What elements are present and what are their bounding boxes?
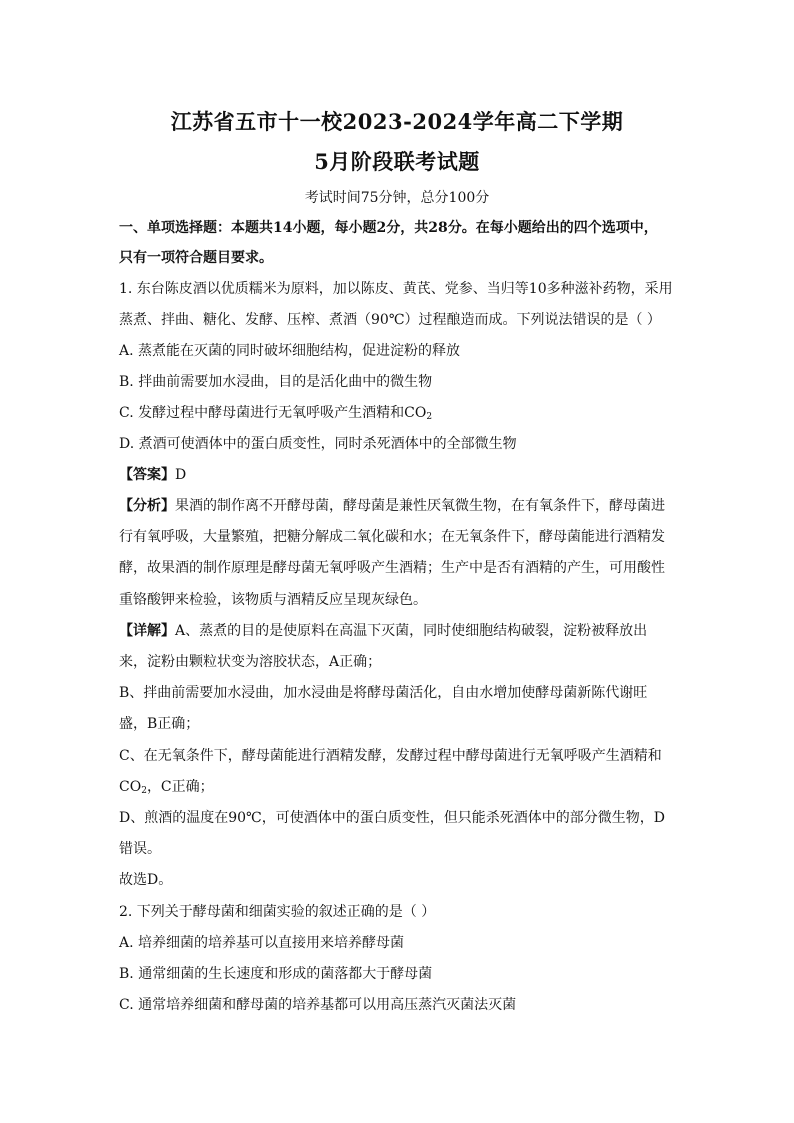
q2-stem: 2. 下列关于酵母菌和细菌实验的叙述正确的是（ ） <box>119 904 436 920</box>
q1-analysis-line-3: 酵，故果酒的制作原理是酵母菌无氧呼吸产生酒精；生产中是否有酒精的产生，可用酸性 <box>119 560 665 576</box>
q1-option-c <box>119 403 684 427</box>
detail-tag: 【详解】 <box>119 623 175 639</box>
q1-detail-b-line-1: B、拌曲前需要加水浸曲，加水浸曲是将酵母菌活化，自由水增加使酵母菌新陈代谢旺 <box>119 685 648 701</box>
q1-detail-d-line-2: 错误。 <box>119 841 161 857</box>
q2-option-a: A. 培养细菌的培养基可以直接用来培养酵母菌 <box>119 935 405 951</box>
answer-tag: 【答案】 <box>119 467 175 483</box>
q1-option-b: B. 拌曲前需要加水浸曲，目的是活化曲中的微生物 <box>119 374 433 390</box>
section-heading-line-1: 一、单项选择题：本题共14小题，每小题2分，共28分。在每小题给出的四个选项中， <box>119 220 658 236</box>
q1-detail-b-line-2: 盛，B正确； <box>119 716 200 732</box>
q1-detail-a-line-2: 来，淀粉由颗粒状变为溶胶状态，A正确； <box>119 654 382 670</box>
q2-option-c: C. 通常培养细菌和酵母菌的培养基都可以用高压蒸汽灭菌法灭菌 <box>119 997 517 1013</box>
q1-detail-d-line-1: D、煎酒的温度在90℃，可使酒体中的蛋白质变性，但只能杀死酒体中的部分微生物，D <box>119 810 665 826</box>
page-subtitle: 5月阶段联考试题 <box>314 149 480 174</box>
section-heading-line-2: 只有一项符合题目要求。 <box>119 250 273 266</box>
detail-c-subscript: 2 <box>141 786 147 796</box>
q1-detail-a-line-1 <box>119 621 684 641</box>
detail-c-co2: CO <box>119 779 142 795</box>
q1-stem-line-2: 蒸煮、拌曲、糖化、发酵、压榨、煮酒（90℃）过程酿造而成。下列说法错误的是（ ） <box>119 312 661 328</box>
q1-option-d: D. 煮酒可使酒体中的蛋白质变性，同时杀死酒体中的全部微生物 <box>119 436 517 452</box>
exam-info: 考试时间75分钟，总分100分 <box>304 190 490 206</box>
detail-a-text-1: A、蒸煮的目的是使原料在高温下灭菌，同时使细胞结构破裂，淀粉被释放出 <box>175 623 648 639</box>
q1-option-a: A. 蒸煮能在灭菌的同时破坏细胞结构，促进淀粉的释放 <box>119 343 461 359</box>
q1-answer <box>119 465 684 485</box>
q1-option-c-subscript: 2 <box>426 412 433 422</box>
q1-analysis-line-1 <box>119 496 684 516</box>
answer-value: D <box>175 467 187 483</box>
page-title: 江苏省五市十一校2023-2024学年高二下学期 <box>170 109 624 134</box>
q1-analysis-line-2: 行有氧呼吸，大量繁殖，把糖分解成二氧化碳和水；在无氧条件下，酵母菌能进行酒精发 <box>119 529 665 545</box>
q1-analysis-line-4: 重铬酸钾来检验，该物质与酒精反应呈现灰绿色。 <box>119 592 427 608</box>
q1-detail-c-line-1: C、在无氧条件下，酵母菌能进行酒精发酵，发酵过程中酵母菌进行无氧呼吸产生酒精和 <box>119 748 662 764</box>
q2-option-b: B. 通常细菌的生长速度和形成的菌落都大于酵母菌 <box>119 966 433 982</box>
q1-conclusion: 故选D。 <box>119 872 173 888</box>
q1-stem-line-1: 1. 东台陈皮酒以优质糯米为原料，加以陈皮、黄芪、党参、当归等10多种滋补药物，采用 <box>119 281 673 297</box>
q1-detail-c-line-2 <box>119 777 684 801</box>
analysis-text-1: 果酒的制作离不开酵母菌，酵母菌是兼性厌氧微生物，在有氧条件下，酵母菌进 <box>175 498 665 514</box>
q1-option-c-text: C. 发酵过程中酵母菌进行无氧呼吸产生酒精和CO <box>119 405 427 421</box>
detail-c-post: ，C正确； <box>146 779 214 795</box>
analysis-tag: 【分析】 <box>119 498 175 514</box>
